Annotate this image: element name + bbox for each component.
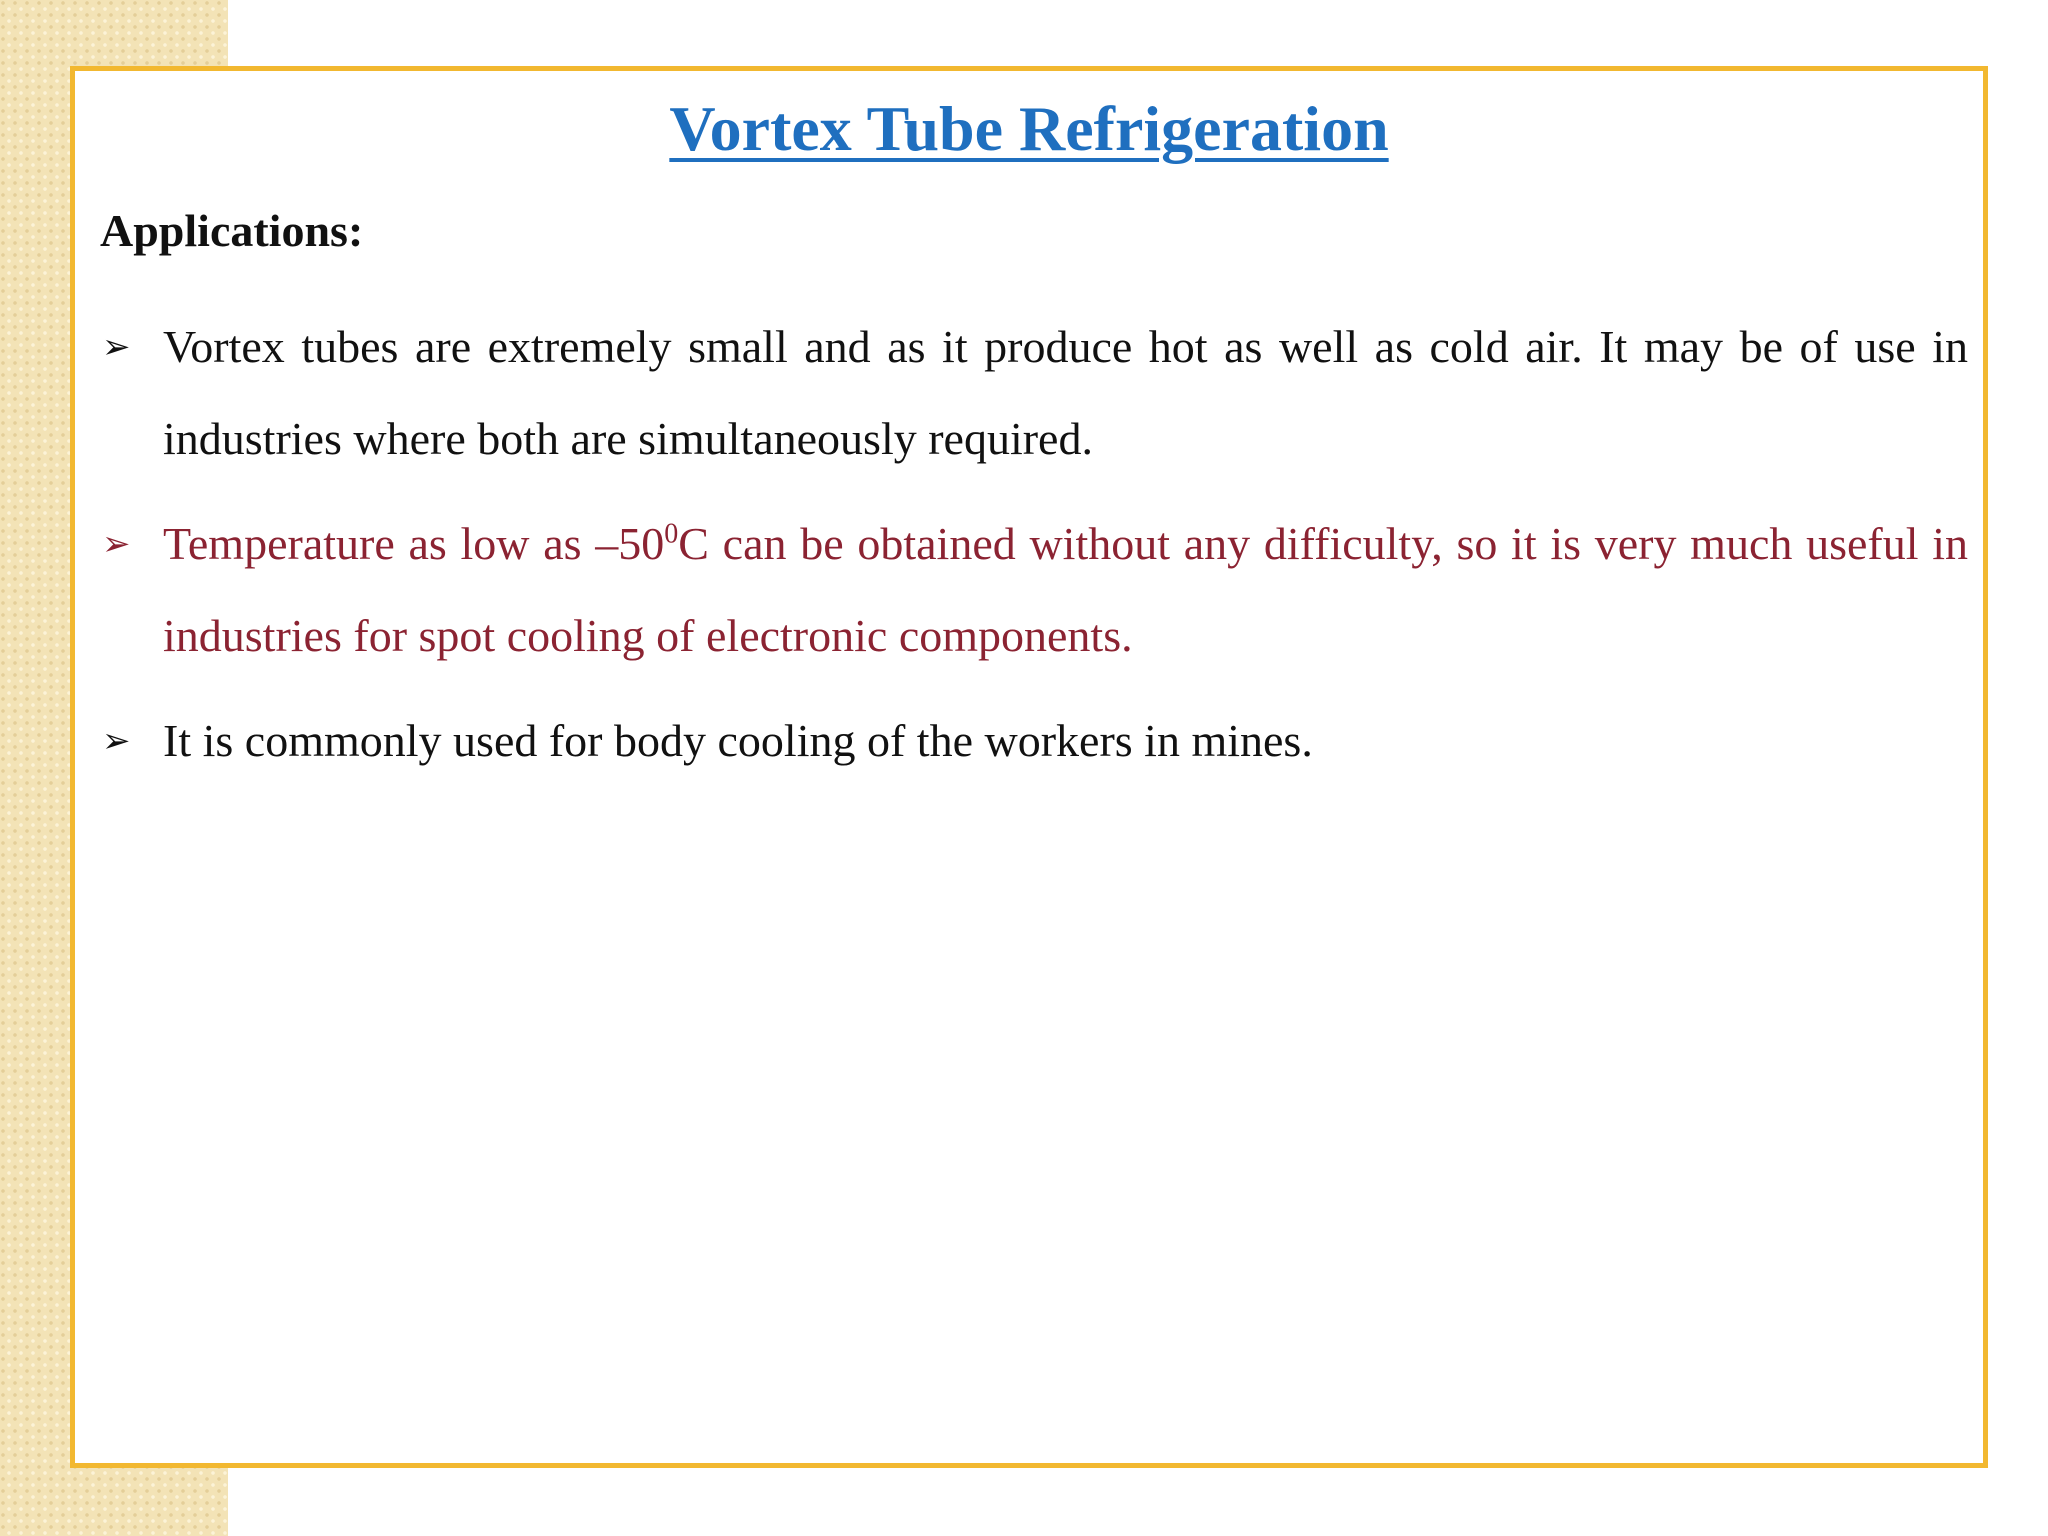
list-item — [100, 498, 1968, 682]
bullet-list — [100, 301, 1968, 800]
list-item — [100, 301, 1968, 485]
superscript-degree: 0 — [664, 518, 679, 550]
arrowhead-bullet-icon: ➢ — [102, 327, 131, 367]
bullet-text — [163, 518, 1968, 661]
bullet-text: Vortex tubes are extremely small and as it produce hot as well as cold air. It may be of use in industries where both are simultaneously required. — [163, 321, 1968, 464]
arrowhead-bullet-icon: ➢ — [102, 721, 131, 761]
arrowhead-bullet-icon: ➢ — [102, 524, 131, 564]
slide-panel — [70, 66, 1988, 1468]
section-heading: Applications: — [100, 205, 364, 256]
bullet-text-part: Temperature as low as –50 — [163, 518, 665, 569]
list-item — [100, 695, 1968, 787]
bullet-text: It is commonly used for body cooling of the workers in mines. — [163, 715, 1313, 766]
slide-title: Vortex Tube Refrigeration — [669, 93, 1389, 164]
bullet-text-part: C can be obtained without any difficulty, so it is very much useful in industries for spot cooling of electronic components. — [163, 518, 1969, 661]
